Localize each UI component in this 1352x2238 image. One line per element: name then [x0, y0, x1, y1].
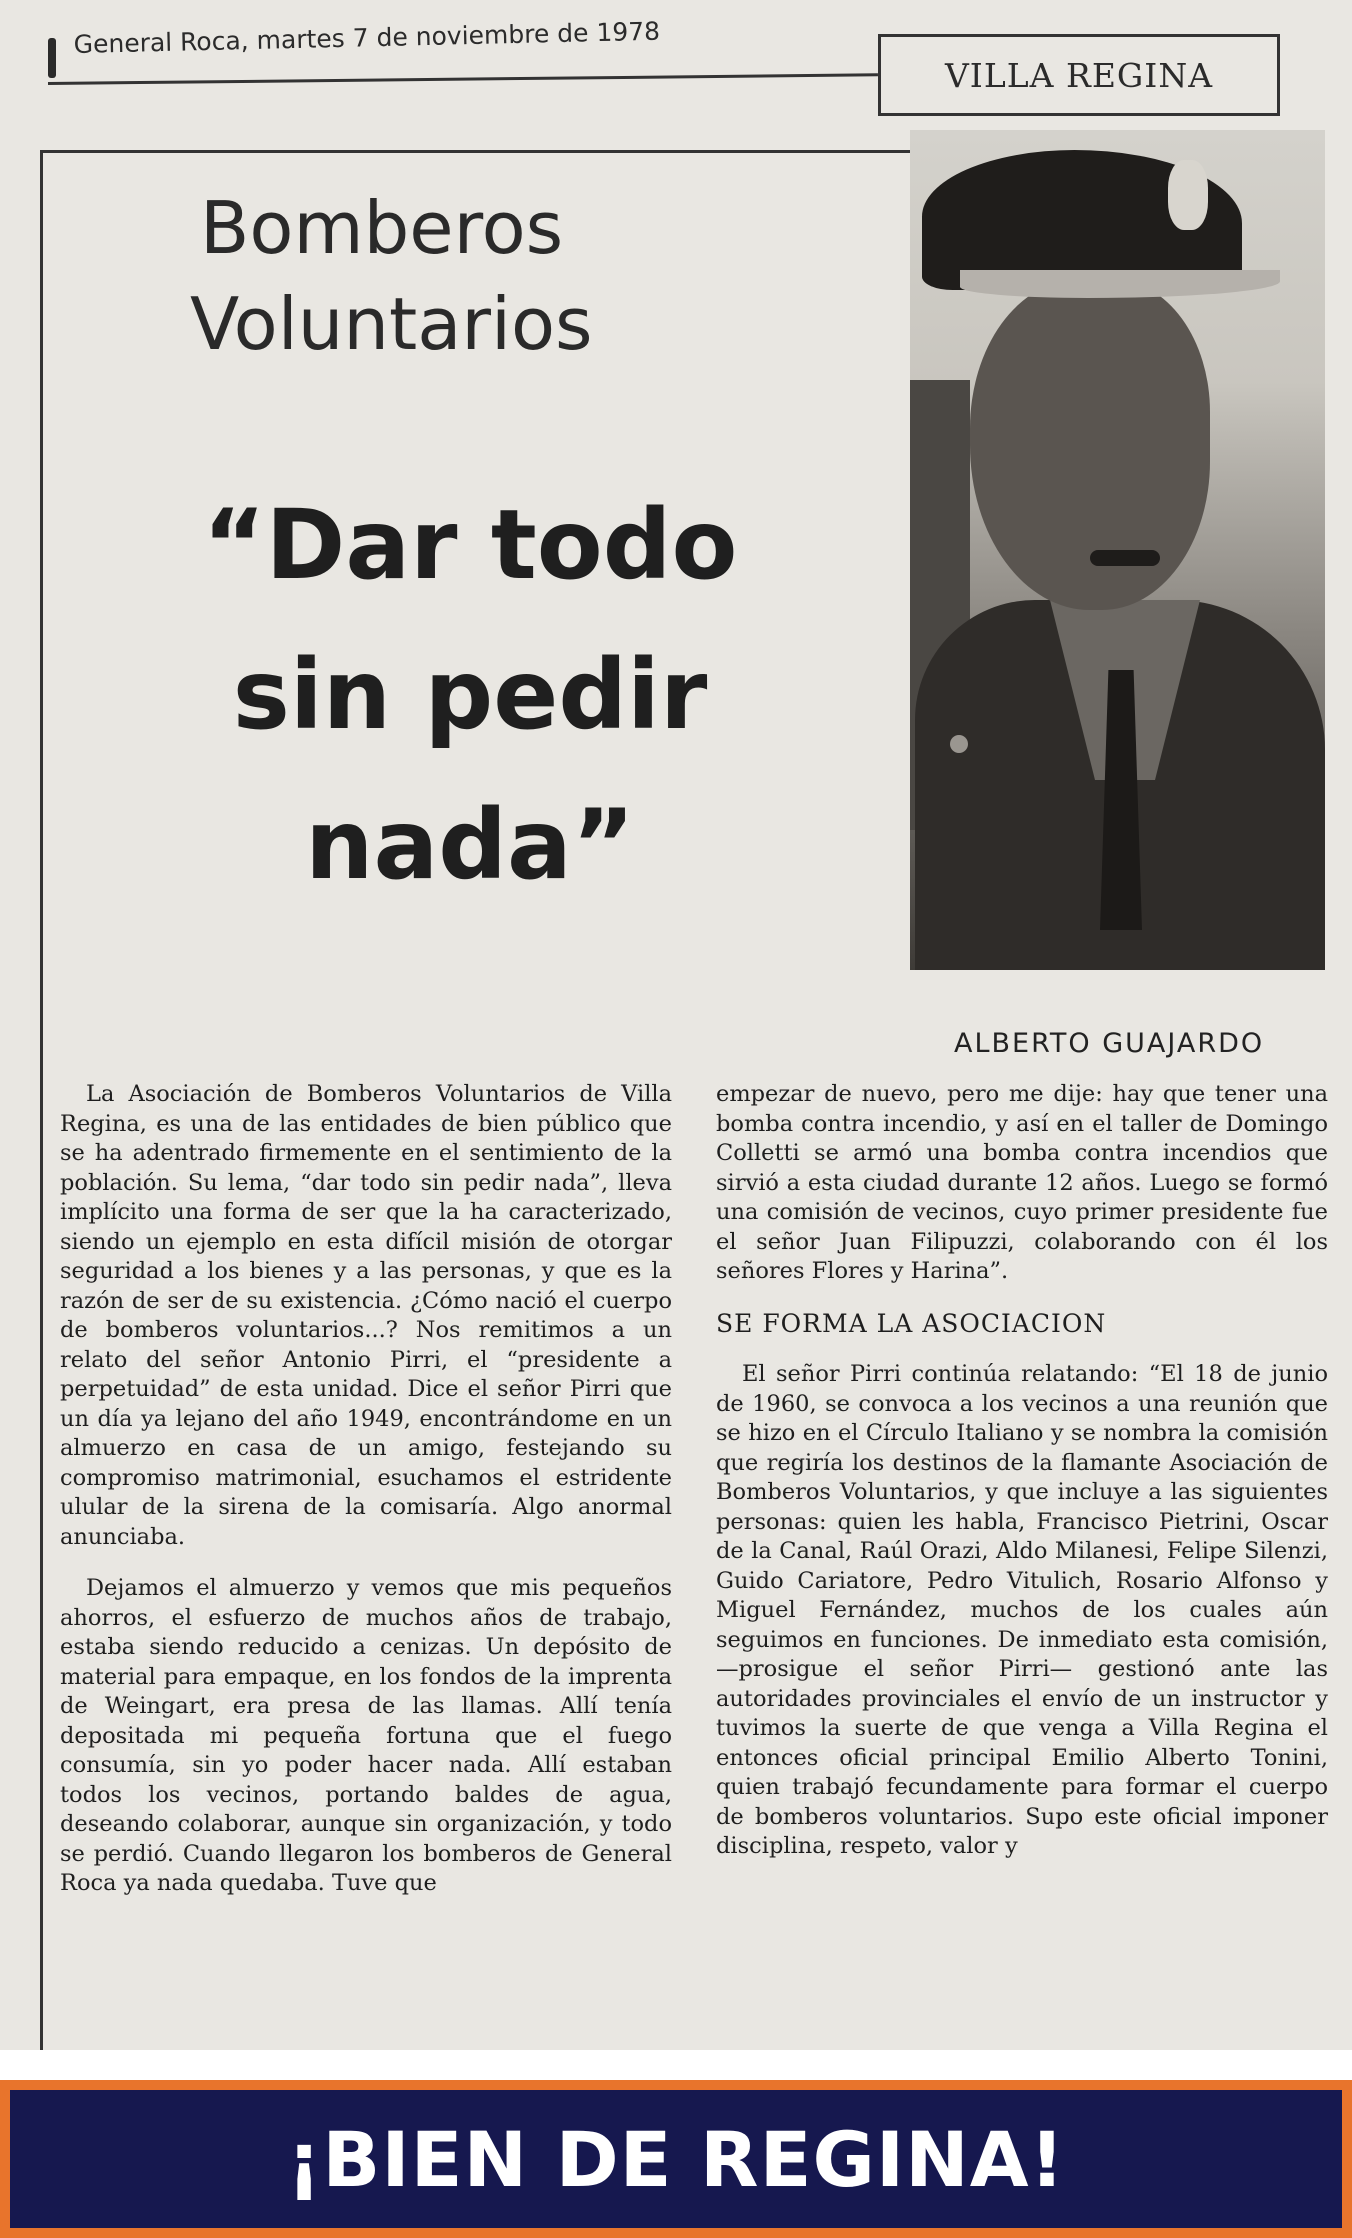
kicker-line-2: Voluntarios [190, 282, 593, 366]
masthead-bar [48, 16, 1280, 95]
article-kicker [190, 180, 760, 372]
kicker-line-1: Bomberos [200, 186, 564, 270]
banner-text: ¡BIEN DE REGINA! [10, 2090, 1342, 2228]
photo-cap-brim [960, 270, 1280, 298]
photo-mustache [1090, 550, 1160, 566]
photo-lapel-pin [950, 735, 968, 753]
paragraph: La Asociación de Bomberos Voluntarios de Villa Regina, es una de las entidades de bien público que se ha adentrado firmemente en el sentimiento de la población. Su lema, “dar todo sin pedir nada”, lleva implícito una forma de ser que la ha caracterizado, siendo un ejemplo en esta difícil misión de otorgar seguridad a los bienes y a las personas, y que es la razón de ser de su existencia. ¿Cómo nació el cuerpo de bomberos voluntarios...? Nos remitimos a un relato del señor Antonio Pirri, el “presidente a perpetuidad” de esta unidad. Dice el señor Pirri que un día ya lejano del año 1949, encontrándome en un almuerzo en casa de un amigo, festejando su compromiso matrimonial, esuchamos el estridente ulular de la sirena de la comisaría. Algo anormal anunciaba. [60, 1081, 672, 1550]
dateline: General Roca, martes 7 de noviembre de 1978 [73, 16, 661, 59]
article-column-left [60, 1080, 672, 1921]
section-label: VILLA REGINA [878, 34, 1280, 116]
paragraph: empezar de nuevo, pero me dije: hay que tener una bomba contra incendio, y así en el taller de Domingo Colletti se armó una bomba contra incendios que sirvió a esta ciudad durante 12 años. Luego se formó una comisión de vecinos, cuyo primer presidente fue el señor Juan Filipuzzi, colaborando con él los señores Flores y Harina”. [716, 1081, 1328, 1284]
byline: ALBERTO GUAJARDO [954, 1028, 1265, 1059]
portrait-photo [910, 130, 1325, 970]
headline-line-2: sin pedir [232, 639, 708, 751]
article-column-right [716, 1080, 1328, 1884]
paragraph: Dejamos el almuerzo y vemos que mis pequeños ahorros, el esfuerzo de muchos años de trabajo, estaba siendo reducido a cenizas. Un depósito de material para empaque, en los fondos de la imprenta de Weingart, era presa de las llamas. Allí tenía depositada mi pequeña fortuna que el fuego consumía, sin yo poder hacer nada. Allí estaban todos los vecinos, portando baldes de agua, deseando colaborar, aunque sin organización, y todo se perdió. Cuando llegaron los bomberos de General Roca ya nada quedaba. Tuve que [60, 1575, 672, 1896]
masthead-rule [48, 73, 878, 85]
article-headline [170, 470, 770, 920]
headline-line-3: nada” [305, 789, 635, 901]
subheading: SE FORMA LA ASOCIACION [716, 1308, 1107, 1338]
paragraph: El señor Pirri continúa relatando: “El 18 de junio de 1960, se convoca a los vecinos a una reunión que se hizo en el Círculo Italiano y se nombra la comisión que regiría los destinos de la flamante Asociación de Bomberos Voluntarios, y que incluye a las siguientes personas: quien les habla, Francisco Pietrini, Oscar de la Canal, Raúl Orazi, Aldo Milanesi, Felipe Silenzi, Guido Cariatore, Pedro Vitulich, Rosario Alfonso y Miguel Fernández, muchos de los cuales aún seguimos en funciones. De inmediato esta comisión, —prosigue el señor Pirri— gestionó ante las autoridades provinciales el envío de un instructor y tuvimos la suerte de que venga a Villa Regina el entonces oficial principal Emilio Alberto Tonini, quien trabajó fecundamente para formar el cuerpo de bomberos voluntarios. Supo este oficial imponer disciplina, respeto, valor y [716, 1361, 1328, 1859]
headline-line-1: “Dar todo [202, 489, 738, 601]
bottom-banner [0, 2080, 1352, 2238]
masthead-mark [48, 38, 56, 78]
photo-cap-badge [1168, 160, 1208, 230]
